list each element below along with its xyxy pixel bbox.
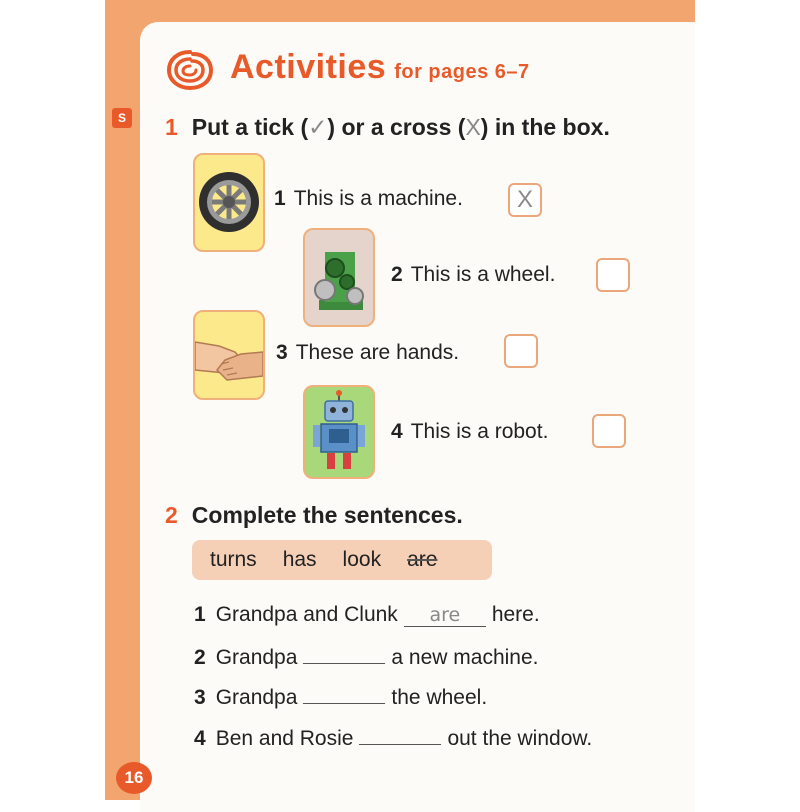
question-2-heading (165, 502, 463, 529)
answer-blank-3[interactable] (303, 703, 385, 704)
page-number: 16 (116, 762, 152, 794)
sentence-after: out the window. (447, 727, 593, 750)
question-number: 2 (165, 502, 178, 528)
word-bank-word: turns (210, 548, 257, 571)
sentence-3 (194, 686, 487, 710)
word-bank-word: has (282, 548, 317, 571)
word-bank-word-used: are (407, 548, 438, 571)
sentence-before: Grandpa (215, 646, 298, 669)
q1-item-1 (274, 187, 463, 211)
answer-box-4[interactable] (592, 414, 626, 448)
instruction-part: Put a tick ( (191, 114, 309, 140)
q1-item-4 (391, 420, 548, 444)
answer-blank-4[interactable] (359, 744, 441, 745)
sentence-after: here. (491, 603, 540, 626)
sentence-4 (194, 727, 592, 751)
instruction-part: ) in the box. (480, 114, 610, 140)
machine-picture (303, 228, 375, 327)
answer-box-1[interactable]: X (508, 183, 542, 217)
robot-picture (303, 385, 375, 479)
sentence-after: the wheel. (391, 686, 488, 709)
question-1-heading (165, 114, 610, 141)
sentence-1 (194, 603, 540, 627)
sentence-before: Grandpa and Clunk (215, 603, 398, 626)
item-text: This is a wheel. (410, 263, 556, 286)
wheel-picture (193, 153, 265, 252)
instruction-part: ) or a cross ( (327, 114, 466, 140)
answer-blank-2[interactable] (303, 663, 385, 664)
page-title (230, 48, 530, 87)
q1-item-2 (391, 263, 555, 287)
cross-icon: X (465, 114, 481, 140)
section-tab: S (112, 108, 132, 128)
sentence-2 (194, 646, 539, 670)
item-text: These are hands. (295, 341, 460, 364)
sentence-number: 1 (194, 603, 206, 626)
sentence-after: a new machine. (391, 646, 539, 669)
swirl-icon (165, 48, 215, 92)
instruction: Complete the sentences. (191, 502, 463, 528)
sentence-before: Grandpa (215, 686, 298, 709)
item-number: 1 (274, 187, 286, 210)
title-sub: for pages 6–7 (394, 61, 530, 83)
answer-box-3[interactable] (504, 334, 538, 368)
title-main: Activities (230, 48, 387, 86)
item-number: 4 (391, 420, 403, 443)
item-text: This is a machine. (293, 187, 463, 210)
word-bank-word: look (342, 548, 382, 571)
word-bank (192, 540, 492, 580)
sentence-before: Ben and Rosie (215, 727, 354, 750)
item-number: 3 (276, 341, 288, 364)
answer-box-2[interactable] (596, 258, 630, 292)
sentence-number: 4 (194, 727, 206, 750)
hands-picture (193, 310, 265, 400)
tick-icon: ✓ (308, 114, 328, 140)
q1-item-3 (276, 341, 459, 365)
item-number: 2 (391, 263, 403, 286)
sentence-number: 2 (194, 646, 206, 669)
sentence-number: 3 (194, 686, 206, 709)
question-number: 1 (165, 114, 178, 140)
answer-blank-1[interactable]: are (404, 604, 486, 627)
item-text: This is a robot. (410, 420, 549, 443)
